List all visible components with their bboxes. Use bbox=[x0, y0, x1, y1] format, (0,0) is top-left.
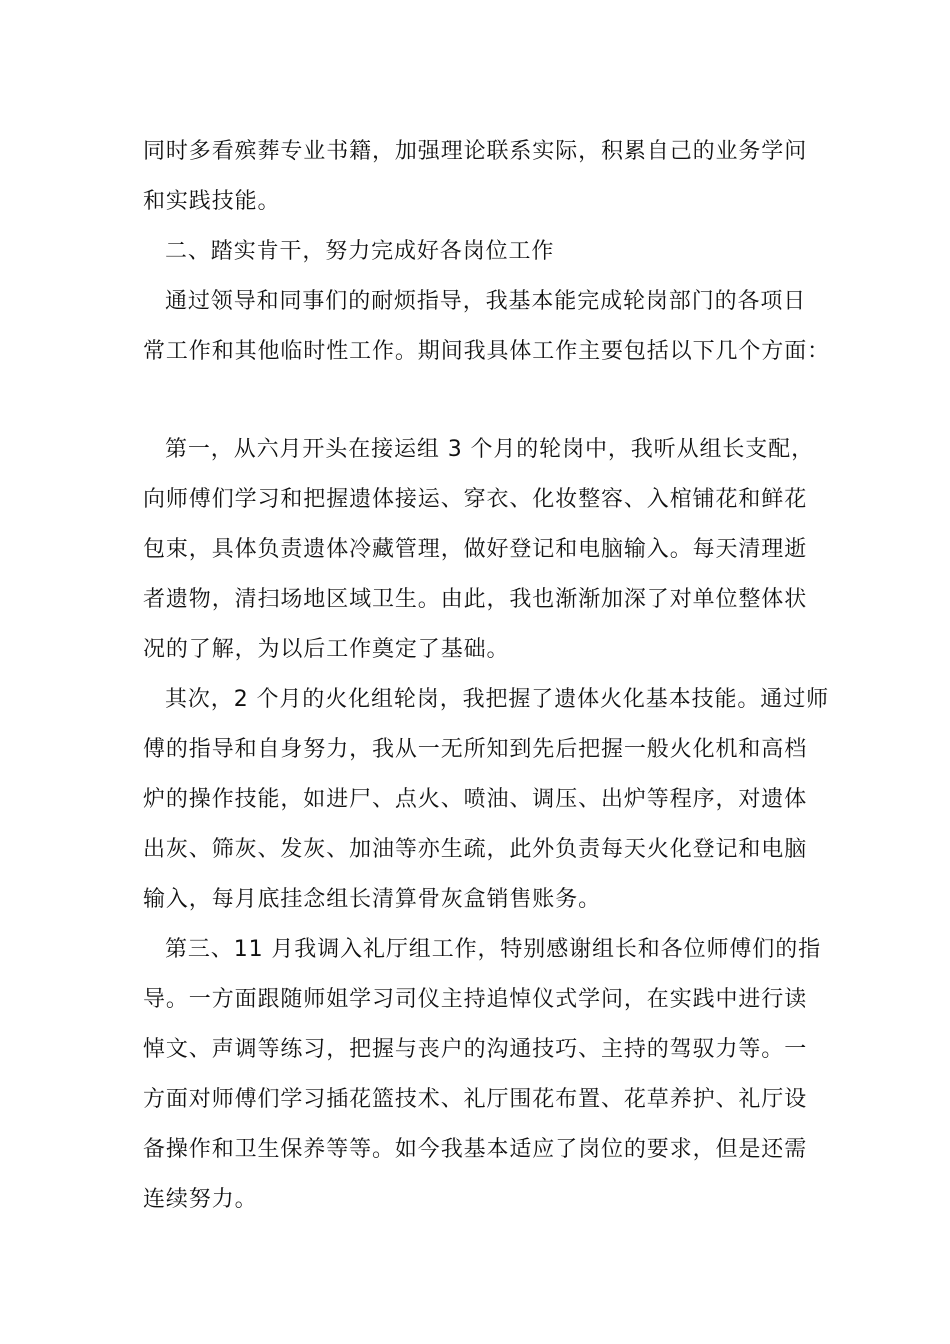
text-line: 连续努力。 bbox=[143, 1187, 258, 1212]
text-line: 第一，从六月开头在接运组 3 个月的轮岗中，我听从组长支配， bbox=[165, 437, 814, 462]
text-line: 常工作和其他临时性工作。期间我具体工作主要包括以下几个方面： bbox=[143, 339, 831, 364]
text-line: 导。一方面跟随师姐学习司仪主持追悼仪式学问，在实践中进行读 bbox=[143, 987, 808, 1012]
text-line: 炉的操作技能，如进尸、点火、喷油、调压、出炉等程序，对遗体 bbox=[143, 787, 808, 812]
text-line: 备操作和卫生保养等等。如今我基本适应了岗位的要求，但是还需 bbox=[143, 1137, 808, 1162]
text-line: 和实践技能。 bbox=[143, 189, 281, 214]
text-line: 包束，具体负责遗体冷藏管理，做好登记和电脑输入。每天清理逝 bbox=[143, 537, 808, 562]
text-line: 傅的指导和自身努力，我从一无所知到先后把握一般火化机和高档 bbox=[143, 737, 808, 762]
text-line: 悼文、声调等练习，把握与丧户的沟通技巧、主持的驾驭力等。一 bbox=[143, 1037, 808, 1062]
text-line: 同时多看殡葬专业书籍，加强理论联系实际，积累自己的业务学问 bbox=[143, 139, 808, 164]
text-line: 其次，2 个月的火化组轮岗，我把握了遗体火化基本技能。通过师 bbox=[165, 687, 829, 712]
text-line: 况的了解，为以后工作奠定了基础。 bbox=[143, 637, 510, 662]
section-heading: 二、踏实肯干，努力完成好各岗位工作 bbox=[165, 239, 555, 264]
text-line: 通过领导和同事们的耐烦指导，我基本能完成轮岗部门的各项日 bbox=[165, 289, 807, 314]
text-line: 出灰、筛灰、发灰、加油等亦生疏，此外负责每天火化登记和电脑 bbox=[143, 837, 808, 862]
text-line: 第三、11 月我调入礼厅组工作，特别感谢组长和各位师傅们的指 bbox=[165, 937, 821, 962]
text-line: 者遗物，清扫场地区域卫生。由此，我也渐渐加深了对单位整体状 bbox=[143, 587, 808, 612]
text-line: 方面对师傅们学习插花篮技术、礼厅围花布置、花草养护、礼厅设 bbox=[143, 1087, 808, 1112]
text-line: 输入，每月底挂念组长清算骨灰盒销售账务。 bbox=[143, 887, 602, 912]
text-line: 向师傅们学习和把握遗体接运、穿衣、化妆整容、入棺铺花和鲜花 bbox=[143, 487, 808, 512]
